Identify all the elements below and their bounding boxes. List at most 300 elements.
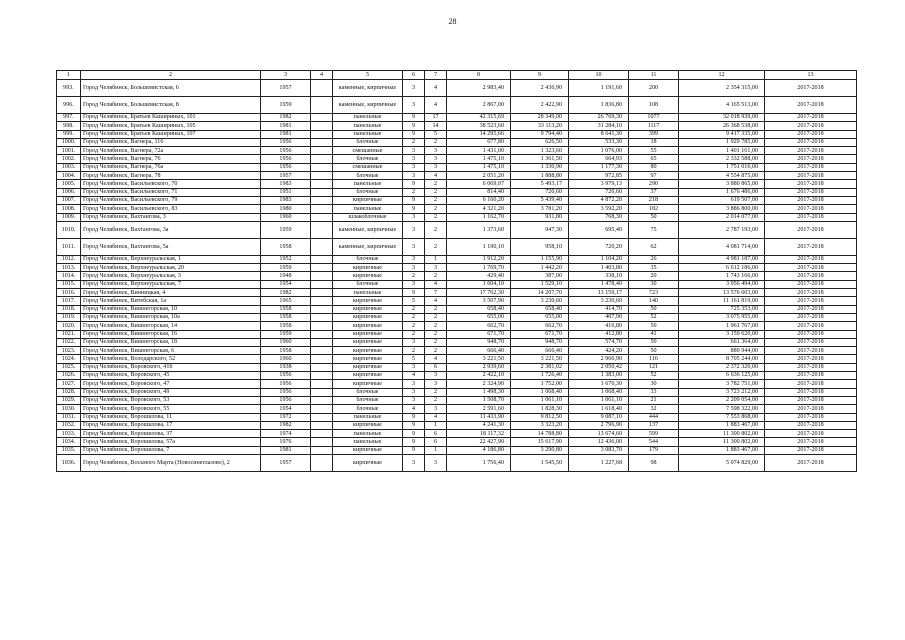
table-cell: 9 — [403, 438, 425, 446]
table-cell: 32 018 939,00 — [679, 114, 765, 122]
table-cell: кирпичные — [333, 196, 403, 204]
table-row — [57, 280, 857, 288]
table-cell: 2017-2018 — [765, 97, 857, 114]
table-cell: 1 670,30 — [569, 380, 629, 388]
column-header: 3 — [261, 71, 311, 80]
housing-table — [56, 70, 857, 472]
table-cell: 80 — [629, 163, 679, 171]
table-cell: Город Челябинск, Вишнегорская, 6 — [81, 347, 261, 355]
table-cell: 33 — [629, 388, 679, 396]
table-cell: 1 836,80 — [569, 97, 629, 114]
table-cell: 1020. — [57, 322, 81, 330]
table-cell: 1 529,10 — [511, 280, 569, 288]
table-cell: 2 372 320,00 — [679, 363, 765, 371]
table-cell: каменные, кирпичные — [333, 97, 403, 114]
table-cell: 1 076,00 — [569, 147, 629, 155]
table-cell — [311, 122, 333, 130]
table-cell: Город Челябинск, Воровского, 41б — [81, 363, 261, 371]
table-cell: 2017-2018 — [765, 421, 857, 429]
table-cell: 15 617,90 — [511, 438, 569, 446]
table-cell: Город Челябинск, Воровского, 55 — [81, 405, 261, 413]
table-cell: 3 880 865,00 — [679, 180, 765, 188]
table-cell: кирпичные — [333, 330, 403, 338]
table-cell: кирпичные — [333, 355, 403, 363]
table-cell: 2017-2018 — [765, 413, 857, 421]
table-cell: 65 — [629, 155, 679, 163]
table-cell: 2017-2018 — [765, 388, 857, 396]
table-cell: 2017-2018 — [765, 155, 857, 163]
table-cell: 429,40 — [447, 272, 511, 280]
table-cell: 12 436,00 — [569, 438, 629, 446]
table-cell: 2017-2018 — [765, 172, 857, 180]
table-cell: 52 — [629, 372, 679, 380]
table-cell — [311, 330, 333, 338]
table-cell: 3 — [403, 172, 425, 180]
table-cell: каменные, кирпичные — [333, 221, 403, 238]
table-cell: 1 743 166,00 — [679, 272, 765, 280]
table-cell: 1982 — [261, 289, 311, 297]
table-cell: 1951 — [261, 188, 311, 196]
table-cell: 1960 — [261, 213, 311, 221]
table-cell — [311, 413, 333, 421]
table-cell — [311, 363, 333, 371]
table-cell: Город Челябинск, Верхнеуральская, 1 — [81, 255, 261, 263]
table-cell: кирпичные — [333, 454, 403, 471]
table-row — [57, 213, 857, 221]
table-row — [57, 380, 857, 388]
table-cell: 14 295,66 — [447, 130, 511, 138]
table-cell: 3 — [425, 405, 447, 413]
table-cell: 999. — [57, 130, 81, 138]
table-cell: 1 961 767,00 — [679, 322, 765, 330]
table-cell: 1958 — [261, 305, 311, 313]
table-cell: кирпичные — [333, 313, 403, 321]
table-cell: 2 051,20 — [447, 172, 511, 180]
table-cell: 9 — [403, 205, 425, 213]
table-cell: 6 612 186,00 — [679, 264, 765, 272]
table-header-row — [57, 71, 857, 80]
table-cell: 218 — [629, 196, 679, 204]
table-cell: 2 — [425, 396, 447, 404]
table-cell: 1 618,40 — [569, 405, 629, 413]
table-cell: 2 — [425, 188, 447, 196]
table-row — [57, 122, 857, 130]
table-cell: 1980 — [261, 205, 311, 213]
table-cell: 2017-2018 — [765, 264, 857, 272]
table-cell: 30 — [629, 280, 679, 288]
table-cell: 50 — [629, 322, 679, 330]
table-cell: 1976 — [261, 438, 311, 446]
table-cell: Город Челябинск, Восьмого Марта (Новосинеглазово), 2 — [81, 454, 261, 471]
table-cell: 720,20 — [569, 238, 629, 255]
table-cell: 1 751 016,00 — [679, 163, 765, 171]
table-cell — [311, 130, 333, 138]
table-cell — [311, 138, 333, 146]
table-row — [57, 188, 857, 196]
table-cell: 1983 — [261, 196, 311, 204]
table-cell: 1018. — [57, 305, 81, 313]
table-cell: 626,50 — [511, 138, 569, 146]
table-cell: 2017-2018 — [765, 180, 857, 188]
table-cell: 1024. — [57, 355, 81, 363]
table-cell: 3 — [425, 264, 447, 272]
table-cell: 4 321,20 — [447, 205, 511, 213]
table-cell: блочные — [333, 155, 403, 163]
table-cell: 137 — [629, 421, 679, 429]
table-cell: 2017-2018 — [765, 188, 857, 196]
table-cell: 768,30 — [569, 213, 629, 221]
table-cell: 1 361,50 — [511, 155, 569, 163]
table-cell: панельные — [333, 130, 403, 138]
table-cell: 3 — [425, 380, 447, 388]
table-cell: 2017-2018 — [765, 363, 857, 371]
table-cell: 2 — [425, 305, 447, 313]
table-cell: Город Челябинск, Вагнера, 116 — [81, 138, 261, 146]
table-cell: 26 368 538,00 — [679, 122, 765, 130]
table-cell: 32 — [629, 405, 679, 413]
table-cell: 3 290,80 — [511, 446, 569, 454]
table-cell: 2 — [425, 347, 447, 355]
table-cell: 1077 — [629, 114, 679, 122]
table-cell — [311, 205, 333, 213]
table-cell: 8 705 244,00 — [679, 355, 765, 363]
table-cell — [311, 147, 333, 155]
table-cell: блочные — [333, 280, 403, 288]
table-cell: 3 592,20 — [569, 205, 629, 213]
table-cell: 116 — [629, 355, 679, 363]
table-cell: 1954 — [261, 280, 311, 288]
table-body — [57, 80, 857, 472]
table-cell: 75 — [629, 221, 679, 238]
table-cell: 1 — [425, 446, 447, 454]
table-cell: 574,70 — [569, 338, 629, 346]
table-cell: 3 — [403, 147, 425, 155]
table-cell: 4 981 187,00 — [679, 255, 765, 263]
table-cell: 1959 — [261, 264, 311, 272]
table-cell: 1957 — [261, 80, 311, 97]
table-cell — [311, 172, 333, 180]
table-cell: 655,00 — [447, 313, 511, 321]
table-cell — [311, 322, 333, 330]
page-number: 28 — [448, 17, 457, 26]
table-cell: 2 966,90 — [569, 355, 629, 363]
table-cell: 30 — [629, 380, 679, 388]
table-cell: 338,10 — [569, 272, 629, 280]
table-cell: 1 — [425, 421, 447, 429]
table-cell: 1948 — [261, 272, 311, 280]
table-cell: 1 756,40 — [447, 454, 511, 471]
table-cell: 7 — [425, 289, 447, 297]
column-header: 6 — [403, 71, 425, 80]
table-cell: Город Челябинск, Вишнегорская, 18 — [81, 338, 261, 346]
table-cell: 5 — [403, 355, 425, 363]
table-cell: 4 — [403, 372, 425, 380]
table-cell — [311, 405, 333, 413]
table-cell: панельные — [333, 289, 403, 297]
table-cell: 1956 — [261, 138, 311, 146]
table-cell: 2 — [403, 305, 425, 313]
table-cell: Город Челябинск, Верхнеуральская, 20 — [81, 264, 261, 272]
table-cell: Город Челябинск, Вишнегорская, 10а — [81, 313, 261, 321]
table-cell: 2017-2018 — [765, 330, 857, 338]
table-cell: панельные — [333, 114, 403, 122]
table-cell: 1959 — [261, 97, 311, 114]
table-cell — [311, 396, 333, 404]
table-cell: 22 427,90 — [447, 438, 511, 446]
table-cell: 121 — [629, 363, 679, 371]
table-cell: 1017. — [57, 297, 81, 305]
table-cell: 1 442,20 — [511, 264, 569, 272]
table-cell: 2 — [425, 388, 447, 396]
table-cell — [311, 163, 333, 171]
table-cell: 5 493,17 — [511, 180, 569, 188]
table-cell: 2 — [403, 188, 425, 196]
table-cell: 2 796,90 — [569, 421, 629, 429]
column-header: 5 — [333, 71, 403, 80]
table-cell: 42 315,69 — [447, 114, 511, 122]
table-cell: 50 — [629, 338, 679, 346]
table-cell — [311, 446, 333, 454]
table-cell: 662,70 — [511, 322, 569, 330]
table-cell: 9 794,40 — [511, 130, 569, 138]
table-cell: 1021. — [57, 330, 81, 338]
table-cell — [311, 155, 333, 163]
table-cell: Город Челябинск, Ворошилова, 37 — [81, 430, 261, 438]
table-cell: 1013. — [57, 264, 81, 272]
table-cell: 1001. — [57, 147, 81, 155]
table-cell: шлакоблочные — [333, 213, 403, 221]
table-cell: 2 — [425, 272, 447, 280]
table-cell: 2017-2018 — [765, 147, 857, 155]
table-cell: 948,70 — [447, 338, 511, 346]
table-cell: 2 — [403, 322, 425, 330]
table-cell: 13 159,17 — [569, 289, 629, 297]
table-cell: 1 162,70 — [447, 213, 511, 221]
table-cell — [311, 272, 333, 280]
table-cell: 1 227,68 — [569, 454, 629, 471]
table-cell: 7 553 868,00 — [679, 413, 765, 421]
table-cell: 4 081 714,00 — [679, 238, 765, 255]
table-cell — [311, 355, 333, 363]
table-cell: 14 — [425, 122, 447, 130]
table-row — [57, 305, 857, 313]
table-cell: 2017-2018 — [765, 438, 857, 446]
table-cell: 2017-2018 — [765, 196, 857, 204]
table-cell — [311, 297, 333, 305]
table-cell — [311, 380, 333, 388]
table-cell — [311, 196, 333, 204]
table-cell: 1 752,00 — [511, 380, 569, 388]
table-row — [57, 430, 857, 438]
table-cell: 1002. — [57, 155, 81, 163]
column-header: 2 — [81, 71, 261, 80]
table-cell: 9 417 335,00 — [679, 130, 765, 138]
table-cell: 671,70 — [447, 330, 511, 338]
table-cell: 3 — [403, 388, 425, 396]
table-cell: 1 068,40 — [569, 388, 629, 396]
table-cell: 5 439,40 — [511, 196, 569, 204]
table-cell: 2017-2018 — [765, 255, 857, 263]
table-cell: 619 507,00 — [679, 196, 765, 204]
table-cell: панельные — [333, 122, 403, 130]
table-cell: 1030. — [57, 405, 81, 413]
table-cell: 4 554 875,00 — [679, 172, 765, 180]
table-cell: 18 117,32 — [447, 430, 511, 438]
column-header: 11 — [629, 71, 679, 80]
table-cell: 2017-2018 — [765, 380, 857, 388]
table-cell: 1 929 785,00 — [679, 138, 765, 146]
table-cell: 2 — [425, 338, 447, 346]
table-cell: Город Челябинск, Володарского, 52 — [81, 355, 261, 363]
table-cell: 1952 — [261, 255, 311, 263]
column-header: 7 — [425, 71, 447, 80]
table-cell: 8 641,30 — [569, 130, 629, 138]
table-cell: 1959 — [261, 221, 311, 238]
table-cell: 3 083,70 — [569, 446, 629, 454]
table-cell: 1 883 467,00 — [679, 446, 765, 454]
table-cell: 4 241,30 — [447, 421, 511, 429]
table-cell: 2 324,90 — [447, 380, 511, 388]
table-cell: 9 — [403, 430, 425, 438]
column-header: 12 — [679, 71, 765, 80]
table-cell: 998. — [57, 122, 81, 130]
table-row — [57, 172, 857, 180]
table-cell: 1956 — [261, 147, 311, 155]
table-cell: 1 403,80 — [569, 264, 629, 272]
table-cell: 1972 — [261, 413, 311, 421]
table-cell: 21 — [629, 396, 679, 404]
table-cell: 3 — [403, 338, 425, 346]
table-row — [57, 454, 857, 471]
table-cell: 424,20 — [569, 347, 629, 355]
table-cell: 20 — [629, 272, 679, 280]
table-cell: 1965 — [261, 297, 311, 305]
table-cell: кирпичные — [333, 347, 403, 355]
table-cell: 9 — [403, 446, 425, 454]
table-cell: Город Челябинск, Верхнеуральская, 7 — [81, 280, 261, 288]
table-cell: 3 886 800,00 — [679, 205, 765, 213]
table-cell — [311, 388, 333, 396]
table-cell: 2 939,60 — [447, 363, 511, 371]
table-cell: 9 — [403, 114, 425, 122]
table-cell: Город Челябинск, Воровского, 45 — [81, 372, 261, 380]
table-cell: 9 — [403, 421, 425, 429]
table-cell: панельные — [333, 413, 403, 421]
table-cell: 4 — [425, 97, 447, 114]
table-cell: 1983 — [261, 180, 311, 188]
table-cell: 1004. — [57, 172, 81, 180]
table-cell: 2 014 077,00 — [679, 213, 765, 221]
table-cell: 2017-2018 — [765, 454, 857, 471]
table-cell: 1 104,20 — [569, 255, 629, 263]
table-cell: 33 113,20 — [511, 122, 569, 130]
table-cell: 3 — [425, 163, 447, 171]
table-row — [57, 347, 857, 355]
table-cell: 2017-2018 — [765, 205, 857, 213]
table-cell: 1974 — [261, 430, 311, 438]
table-cell: 671,70 — [511, 330, 569, 338]
table-cell: 6 160,20 — [447, 196, 511, 204]
table-cell: 9 — [403, 196, 425, 204]
table-cell: 2 — [425, 138, 447, 146]
table-cell: 725 353,00 — [679, 305, 765, 313]
table-cell: 664,93 — [569, 155, 629, 163]
table-cell: 9 087,10 — [569, 413, 629, 421]
table-cell: 2 332 588,00 — [679, 155, 765, 163]
table-cell: 414,70 — [569, 305, 629, 313]
table-cell: 1029. — [57, 396, 81, 404]
table-cell: смешанные — [333, 163, 403, 171]
table-cell: блочные — [333, 188, 403, 196]
table-row — [57, 80, 857, 97]
table-cell: 3 956 494,00 — [679, 280, 765, 288]
table-cell — [311, 372, 333, 380]
table-cell: Город Челябинск, Вишнегорская, 10 — [81, 305, 261, 313]
table-row — [57, 405, 857, 413]
table-row — [57, 155, 857, 163]
table-cell: 1981 — [261, 446, 311, 454]
table-cell: панельные — [333, 438, 403, 446]
table-cell: 97 — [629, 172, 679, 180]
table-cell: 658,40 — [511, 305, 569, 313]
table-cell: 1016. — [57, 289, 81, 297]
table-cell: 1956 — [261, 163, 311, 171]
table-cell: 2 — [425, 313, 447, 321]
table-cell: Город Челябинск, Большевистская, 6 — [81, 80, 261, 97]
table-cell: 200 — [629, 80, 679, 97]
table-cell: Город Челябинск, Вахтангова, 3а — [81, 221, 261, 238]
table-cell: 695,40 — [569, 221, 629, 238]
column-header: 13 — [765, 71, 857, 80]
table-cell: кирпичные — [333, 264, 403, 272]
table-cell: кирпичные — [333, 380, 403, 388]
table-cell: 3 979,13 — [569, 180, 629, 188]
table-cell: 11 433,90 — [447, 413, 511, 421]
table-cell: Город Челябинск, Вахтангова, 5а — [81, 238, 261, 255]
table-cell: 108 — [629, 97, 679, 114]
table-cell: панельные — [333, 180, 403, 188]
table-row — [57, 255, 857, 263]
table-cell: 50 — [629, 213, 679, 221]
table-row — [57, 446, 857, 454]
table-row — [57, 322, 857, 330]
table-row — [57, 180, 857, 188]
table-cell: панельные — [333, 205, 403, 213]
table-cell: Город Челябинск, Ворошилова, 57а — [81, 438, 261, 446]
table-cell: 720,60 — [569, 188, 629, 196]
table-cell — [311, 213, 333, 221]
table-row — [57, 221, 857, 238]
table-row — [57, 297, 857, 305]
table-cell: 2017-2018 — [765, 114, 857, 122]
table-cell: 3 — [403, 221, 425, 238]
table-cell: 1 828,30 — [511, 405, 569, 413]
table-cell: 1 — [425, 255, 447, 263]
table-cell: 3 — [425, 454, 447, 471]
table-cell: 997. — [57, 114, 81, 122]
table-cell: 1982 — [261, 421, 311, 429]
table-cell: 3 — [403, 163, 425, 171]
table-cell: 37 — [629, 188, 679, 196]
table-cell: 2 — [425, 205, 447, 213]
table-cell: 13 576 603,00 — [679, 289, 765, 297]
table-cell: каменные, кирпичные — [333, 80, 403, 97]
table-cell: 11 300 802,00 — [679, 430, 765, 438]
table-cell: 2017-2018 — [765, 221, 857, 238]
table-row — [57, 147, 857, 155]
table-cell: кирпичные — [333, 272, 403, 280]
table-cell: 1015. — [57, 280, 81, 288]
